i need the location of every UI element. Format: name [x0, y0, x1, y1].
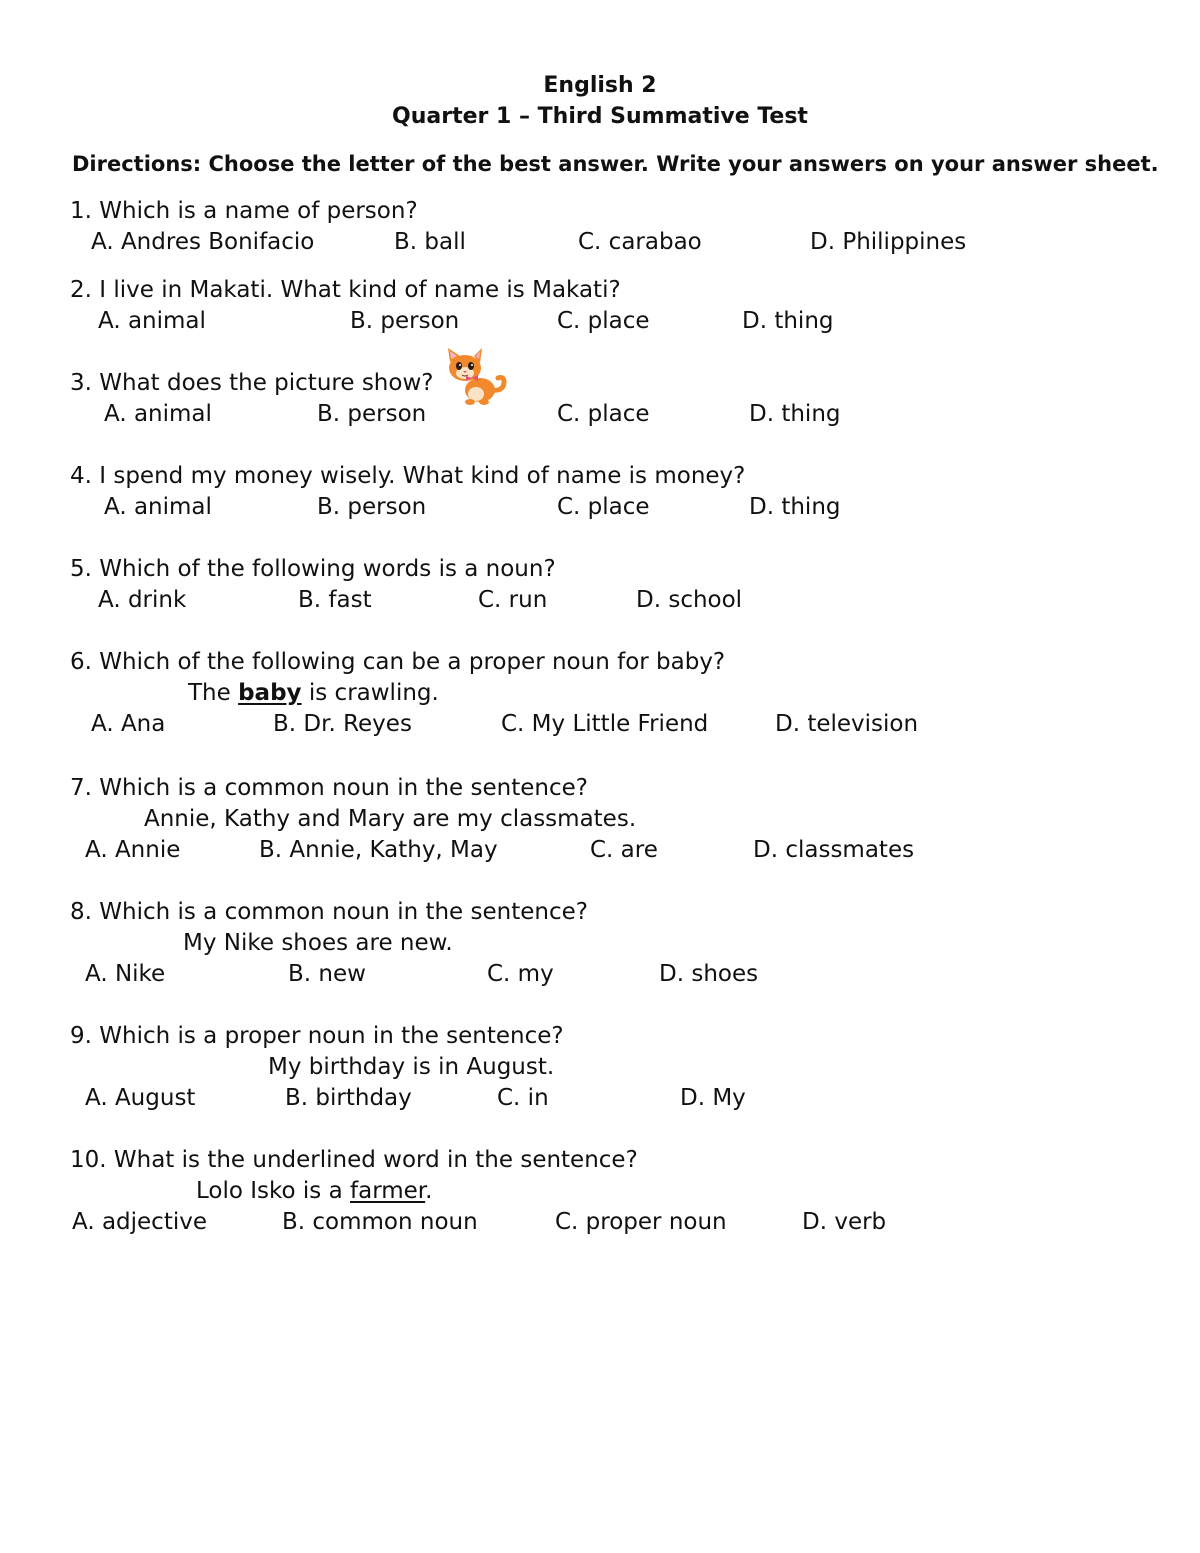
question-3-prompt: 3. What does the picture show? — [70, 370, 434, 396]
question-6-prompt: 6. Which of the following can be a proper noun for baby? — [70, 649, 726, 675]
q7-option-c: C. are — [590, 837, 658, 863]
q10-option-c: C. proper noun — [555, 1209, 727, 1235]
q6-sentence — [188, 678, 439, 708]
q3-option-a: A. animal — [104, 401, 212, 427]
question-2-prompt: 2. I live in Makati. What kind of name is Makati? — [70, 277, 621, 303]
question-7-prompt: 7. Which is a common noun in the sentence? — [70, 775, 588, 801]
q8-sentence: My Nike shoes are new. — [183, 930, 453, 956]
question-9-prompt: 9. Which is a proper noun in the sentence? — [70, 1023, 564, 1049]
q5-option-d: D. school — [636, 587, 743, 613]
q2-option-b: B. person — [350, 308, 460, 334]
q10-option-b: B. common noun — [282, 1209, 478, 1235]
question-1-prompt: 1. Which is a name of person? — [70, 198, 418, 224]
cat-foot-left — [465, 399, 475, 405]
q1-option-c: C. carabao — [578, 229, 702, 255]
q8-option-b: B. new — [288, 961, 366, 987]
q1-option-a: A. Andres Bonifacio — [91, 229, 315, 255]
question-4-prompt: 4. I spend my money wisely. What kind of name is money? — [70, 463, 746, 489]
q4-option-d: D. thing — [749, 494, 841, 520]
q4-option-a: A. animal — [104, 494, 212, 520]
cat-eye-right — [468, 362, 474, 370]
q9-sentence: My birthday is in August. — [268, 1054, 555, 1080]
test-title: Quarter 1 – Third Summative Test — [392, 104, 808, 129]
cat-eye-shine-right — [471, 364, 473, 366]
q1-option-d: D. Philippines — [810, 229, 967, 255]
q6-option-d: D. television — [775, 711, 919, 737]
q5-option-b: B. fast — [298, 587, 372, 613]
q6-sentence-before: The — [188, 680, 239, 706]
q1-option-b: B. ball — [394, 229, 466, 255]
q9-option-d: D. My — [680, 1085, 746, 1111]
q2-option-c: C. place — [557, 308, 650, 334]
q10-option-a: A. adjective — [72, 1209, 208, 1235]
q7-sentence: Annie, Kathy and Mary are my classmates. — [144, 806, 637, 832]
question-10-prompt: 10. What is the underlined word in the sentence? — [70, 1147, 638, 1173]
q5-option-a: A. drink — [98, 587, 187, 613]
q8-option-a: A. Nike — [85, 961, 166, 987]
subject-title: English 2 — [543, 73, 657, 98]
directions: Directions: Choose the letter of the best answer. Write your answers on your answer sheet. — [72, 152, 1159, 176]
q6-sentence-after: is crawling. — [301, 680, 439, 706]
q3-option-b: B. person — [317, 401, 427, 427]
question-8-prompt: 8. Which is a common noun in the sentence? — [70, 899, 588, 925]
q3-option-c: C. place — [557, 401, 650, 427]
q5-option-c: C. run — [478, 587, 548, 613]
q10-option-d: D. verb — [802, 1209, 887, 1235]
q7-option-d: D. classmates — [753, 837, 915, 863]
cat-eye-left — [456, 362, 462, 370]
q8-option-c: C. my — [487, 961, 554, 987]
q9-option-b: B. birthday — [285, 1085, 412, 1111]
q6-option-b: B. Dr. Reyes — [273, 711, 412, 737]
question-5-prompt: 5. Which of the following words is a noun? — [70, 556, 556, 582]
cat-eye-shine-left — [459, 364, 461, 366]
q7-option-b: B. Annie, Kathy, May — [259, 837, 498, 863]
q10-sentence — [196, 1176, 432, 1206]
q10-underlined-word: farmer — [350, 1178, 426, 1204]
q3-option-d: D. thing — [749, 401, 841, 427]
q6-option-c: C. My Little Friend — [501, 711, 709, 737]
cat-foot-right — [479, 399, 489, 405]
q7-option-a: A. Annie — [85, 837, 181, 863]
cat-belly — [468, 387, 484, 401]
q2-option-d: D. thing — [742, 308, 834, 334]
q6-option-a: A. Ana — [91, 711, 166, 737]
q8-option-d: D. shoes — [659, 961, 759, 987]
q6-underlined-word: baby — [238, 680, 302, 706]
q9-option-a: A. August — [85, 1085, 196, 1111]
q9-option-c: C. in — [497, 1085, 549, 1111]
q4-option-b: B. person — [317, 494, 427, 520]
q4-option-c: C. place — [557, 494, 650, 520]
q10-sentence-before: Lolo Isko is a — [196, 1178, 350, 1204]
q2-option-a: A. animal — [98, 308, 206, 334]
q10-sentence-after: . — [425, 1178, 433, 1204]
cat-picture — [438, 346, 510, 406]
